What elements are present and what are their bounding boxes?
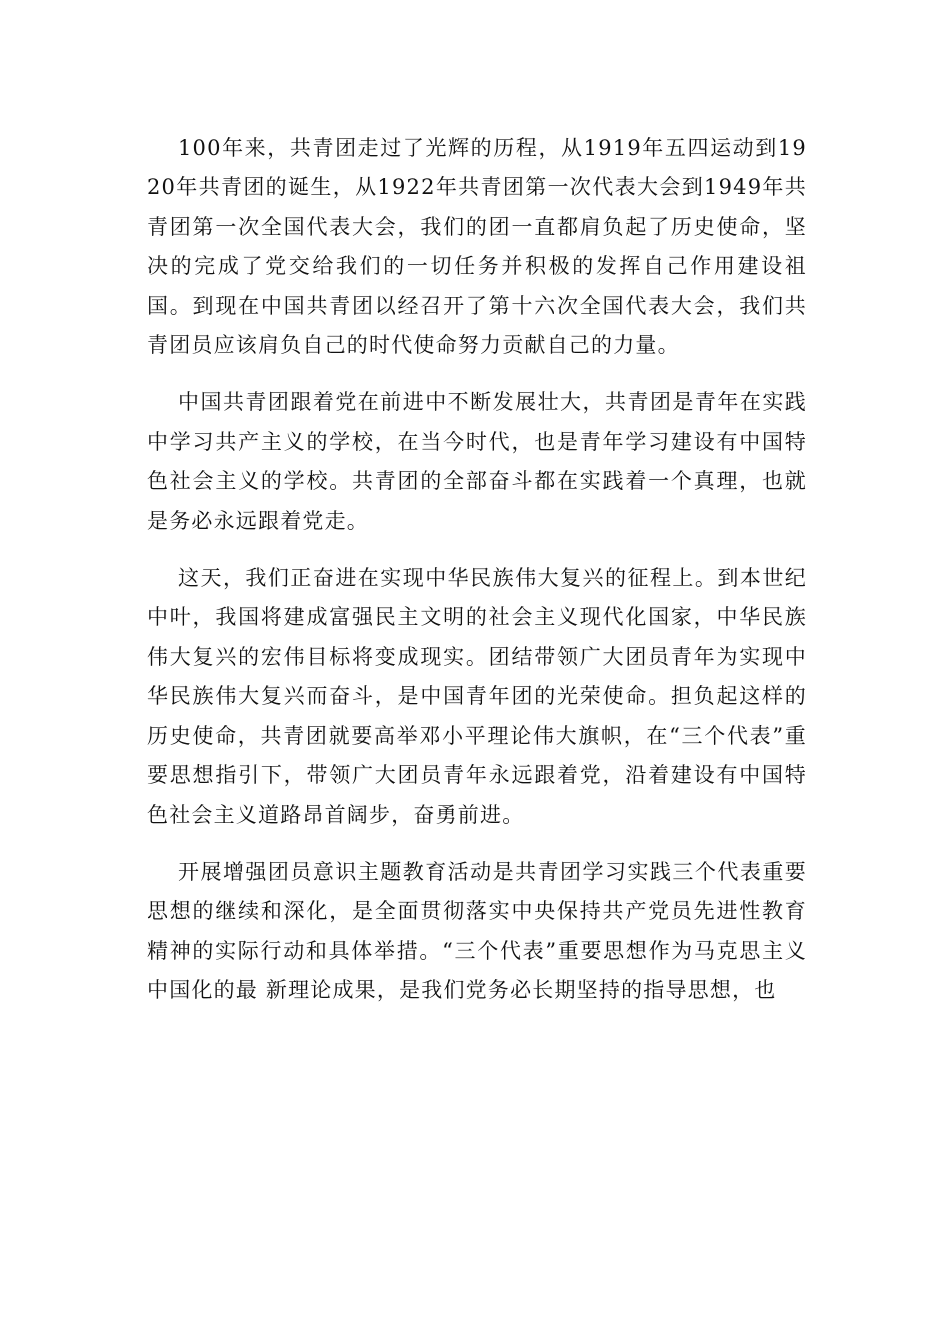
body-text (147, 129, 807, 1029)
paragraph-1: 100年来，共青团走过了光辉的历程，从1919年五四运动到1920年共青团的诞生，从1922年共青团第一次代表大会到1949年共青团第一次全国代表大会，我们的团一直都肩负起了历史使命，坚决的完成了党交给我们的一切任务并积极的发挥自己作用建设祖国。到现在中国共青团以经召开了第十六次全国代表大会，我们共青团员应该肩负自己的时代使命努力贡献自己的力量。 (147, 136, 807, 358)
paragraph-2: 中国共青团跟着党在前进中不断发展壮大，共青团是青年在实践中学习共产主义的学校，在当今时代，也是青年学习建设有中国特色社会主义的学校。共青团的全部奋斗都在实践着一个真理，也就是务必永远跟着党走。 (147, 390, 807, 533)
paragraph-4: 开展增强团员意识主题教育活动是共青团学习实践三个代表重要思想的继续和深化，是全面贯彻落实中央保持共产党员先进性教育精神的实际行动和具体举措。“三个代表”重要思想作为马克思主义中国化的最 新理论成果，是我们党务必长期坚持的指导思想，也 (147, 859, 807, 1003)
paragraph-3: 这天，我们正奋进在实现中华民族伟大复兴的征程上。到本世纪中叶，我国将建成富强民主文明的社会主义现代化国家，中华民族伟大复兴的宏伟目标将变成现实。团结带领广大团员青年为实现中华民族伟大复兴而奋斗，是中国青年团的光荣使命。担负起这样的历史使命，共青团就要高举邓小平理论伟大旗帜，在“三个代表”重要思想指引下，带领广大团员青年永远跟着党，沿着建设有中国特色社会主义道路昂首阔步，奋勇前进。 (147, 566, 807, 827)
